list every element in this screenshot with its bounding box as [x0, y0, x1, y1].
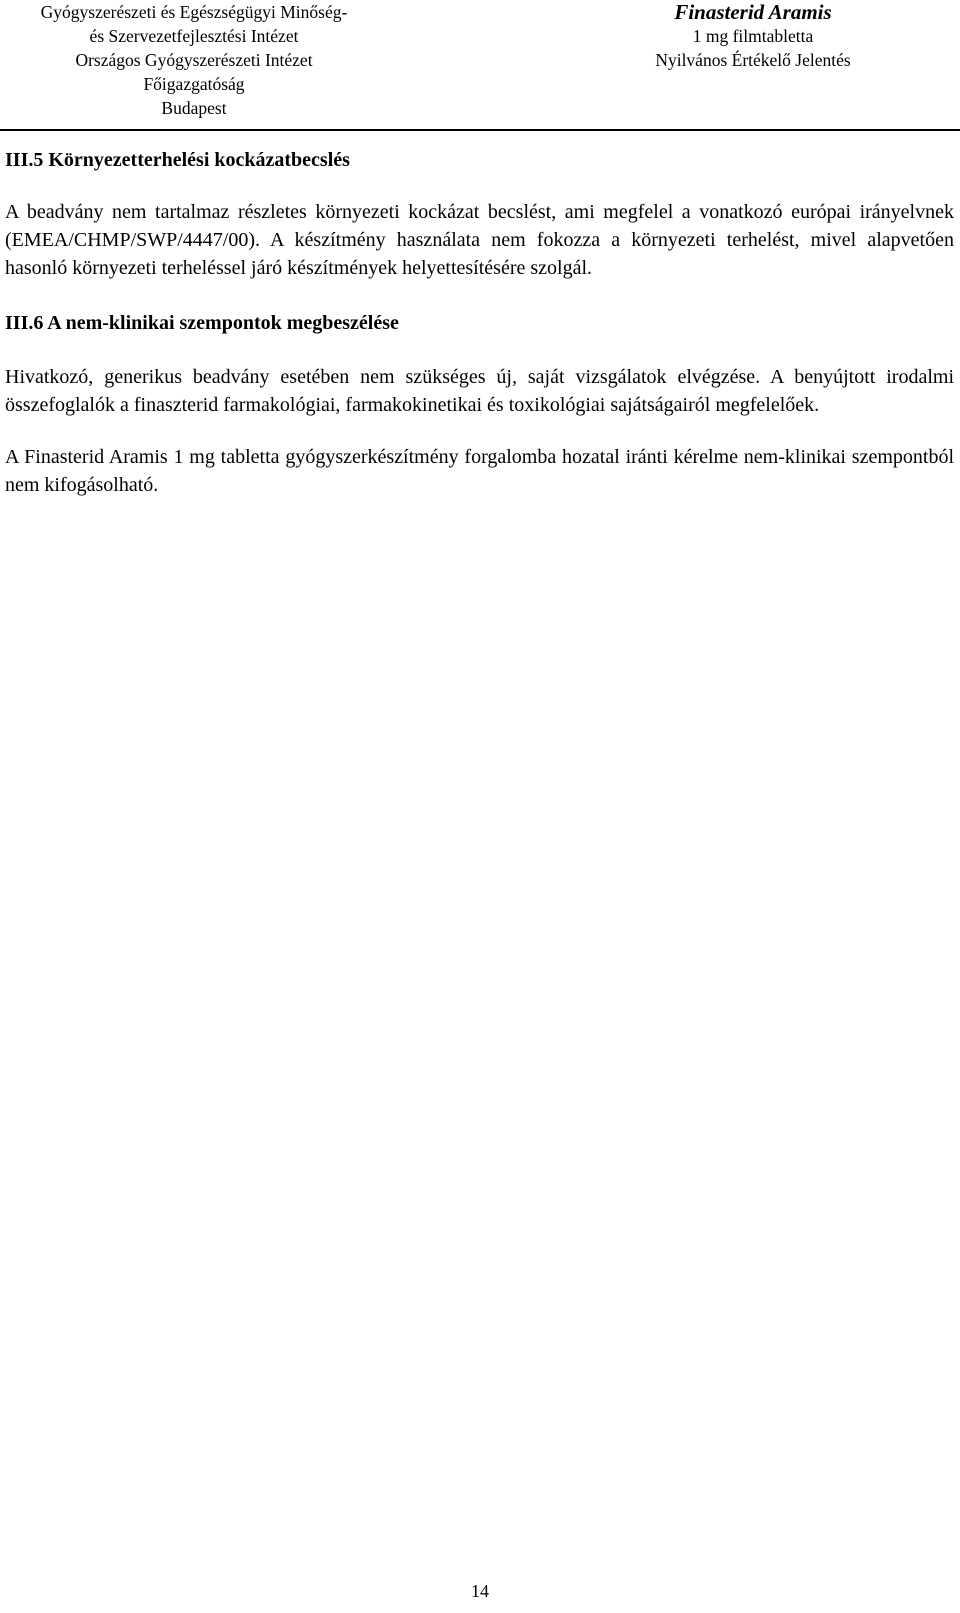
header-product-title: Finasterid Aramis [674, 0, 832, 24]
header-institution [0, 0, 388, 120]
header-institution-line-5: Budapest [161, 98, 227, 118]
section-heading-3-5: III.5 Környezetterhelési kockázatbecslés [5, 149, 350, 171]
header-product-line-1: 1 mg filmtabletta [692, 26, 814, 46]
section-paragraph-3-6-a: Hivatkozó, generikus beadvány esetében nem szükséges új, saját vizsgálatok elvégzése. A benyújtott irodalmi összefoglalók a finaszterid farmakológiai, farmakokinetikai és toxikológiai sajátságairól megfelelőek. [5, 366, 954, 416]
header-institution-line-4: Főigazgatóság [143, 74, 245, 94]
header-institution-line-3: Országos Gyógyszerészeti Intézet [75, 50, 313, 70]
section-paragraph-3-5: A beadvány nem tartalmaz részletes környezeti kockázat becslést, ami megfelel a vonatkozó európai irányelvnek (EMEA/CHMP/SWP/4447/00). A készítmény használata nem fokozza a környezeti terhelést, mivel alapvetően hasonló környezeti terheléssel járó készítmények helyettesítésére szolgál. [5, 201, 954, 279]
header-product-line-2: Nyilvános Értékelő Jelentés [655, 50, 851, 70]
section-paragraph-3-6-b: A Finasterid Aramis 1 mg tabletta gyógyszerkészítmény forgalomba hozatal iránti kérelme nem-klinikai szempontból nem kifogásolható. [5, 446, 954, 496]
header-divider [0, 129, 960, 131]
document-body [5, 146, 954, 499]
header-institution-line-2: és Szervezetfejlesztési Intézet [89, 26, 299, 46]
page-number: 14 [471, 1581, 489, 1601]
header-product [613, 0, 893, 72]
section-heading-3-6: III.6 A nem-klinikai szempontok megbeszélése [5, 312, 399, 334]
header-institution-line-1: Gyógyszerészeti és Egészségügyi Minőség- [40, 2, 348, 22]
